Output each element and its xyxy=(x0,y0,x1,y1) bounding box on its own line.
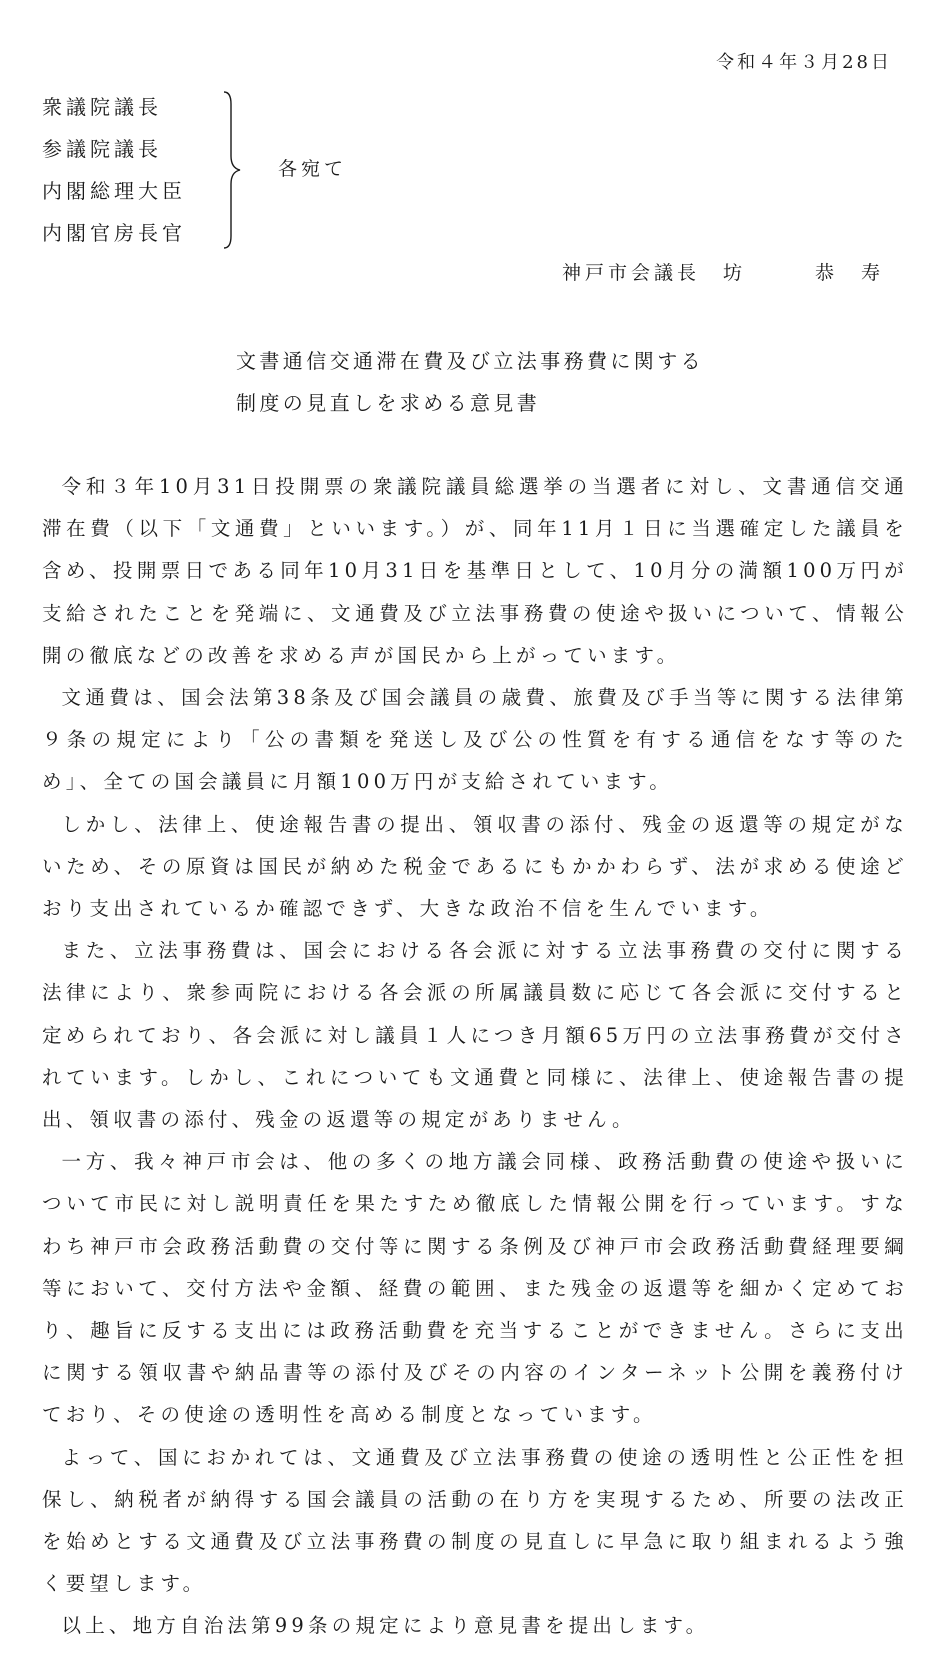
document-title xyxy=(236,340,704,424)
body-paragraph: 文通費は、国会法第38条及び国会議員の歳費、旅費及び手当等に関する法律第９条の規定により「公の書類を発送し及び公の性質を有する通信をなす等のため」、全ての国会議員に月額100万円が支給されています。 xyxy=(42,686,908,794)
curly-brace-icon xyxy=(222,90,244,250)
body-paragraph: 以上、地方自治法第99条の規定により意見書を提出します。 xyxy=(61,1614,710,1638)
recipient: 内閣総理大臣 xyxy=(42,179,186,203)
sender-line: 神戸市会議長 坊 恭 寿 xyxy=(561,262,884,284)
body-paragraph: よって、国におかれては、文通費及び立法事務費の使途の透明性と公正性を担保し、納税者が納得する国会議員の活動の在り方を実現するため、所要の法改正を始めとする文通費及び立法事務費の制度の見直しに早急に取り組まれるよう強く要望します。 xyxy=(42,1445,908,1596)
body-paragraph: 令和３年10月31日投開票の衆議院議員総選挙の当選者に対し、文書通信交通滞在費（以下「文通費」といいます。）が、同年11月１日に当選確定した議員を含め、投開票日である同年10月31日を基準日として、10月分の満額100万円が支給されたことを発端に、文通費及び立法事務費の使途や扱いについて、情報公開の徹底などの改善を求める声が国民から上がっています。 xyxy=(42,475,908,667)
body-paragraph: 一方、我々神戸市会は、他の多くの地方議会同様、政務活動費の使途や扱いについて市民に対し説明責任を果たすため徹底した情報公開を行っています。すなわち神戸市会政務活動費の交付等に関する条例及び神戸市会政務活動費経理要綱等において、交付方法や金額、経費の範囲、また残金の返還等を細かく定めており、趣旨に反する支出には政務活動費を充当することができません。さらに支出に関する領収書や納品書等の添付及びその内容のインターネット公開を義務付けており、その使途の透明性を高める制度となっています。 xyxy=(42,1150,908,1427)
recipient: 衆議院議長 xyxy=(42,95,162,119)
title-line: 制度の見直しを求める意見書 xyxy=(236,391,541,415)
title-line: 文書通信交通滞在費及び立法事務費に関する xyxy=(236,349,704,373)
body-paragraph: また、立法事務費は、国会における各会派に対する立法事務費の交付に関する法律により、衆参両院における各会派の所属議員数に応じて各会派に交付すると定められており、各会派に対し議員１人につき月額65万円の立法事務費が交付されています。しかし、これについても文通費と同様に、法律上、使途報告書の提出、領収書の添付、残金の返還等の規定がありません。 xyxy=(42,939,908,1132)
addressee-label: 各宛て xyxy=(278,158,348,180)
recipient-list xyxy=(42,86,186,254)
recipient: 内閣官房長官 xyxy=(42,221,186,245)
body-paragraph: しかし、法律上、使途報告書の提出、領収書の添付、残金の返還等の規定がないため、その原資は国民が納めた税金であるにもかかわらず、法が求める使途どおり支出されているか確認できず、大きな政治不信を生んでいます。 xyxy=(42,812,908,921)
document-date: 令和４年３月28日 xyxy=(716,52,892,73)
recipient: 参議院議長 xyxy=(42,137,162,161)
document-body xyxy=(42,466,908,1648)
